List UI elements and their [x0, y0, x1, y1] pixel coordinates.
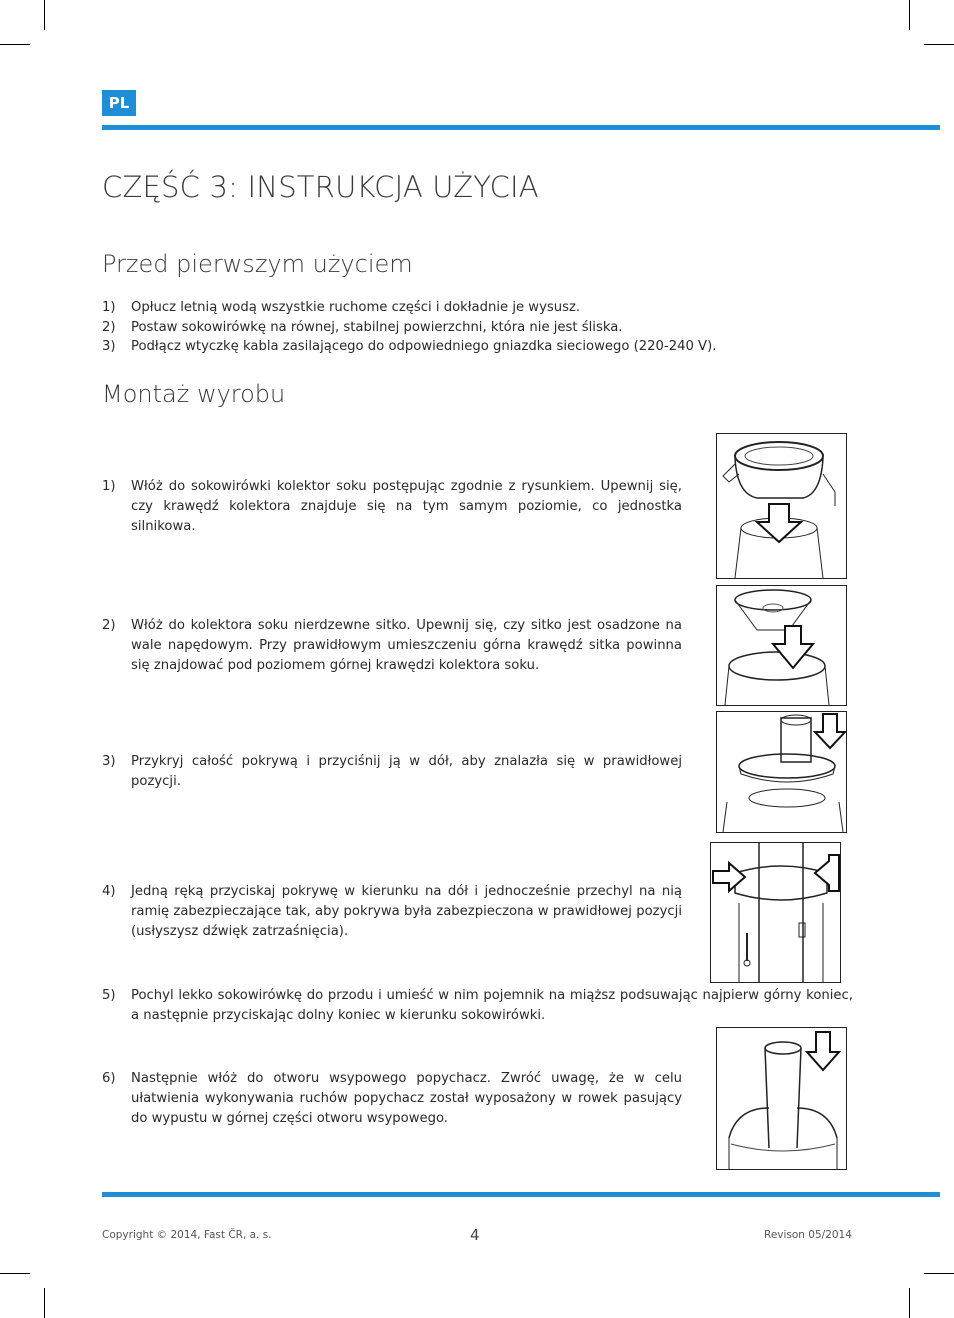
- crop-mark: [0, 1273, 30, 1274]
- language-badge: PL: [102, 90, 136, 116]
- assembly-step-1: 1) Włóż do sokowirówki kolektor soku postępując zgodnie z rysunkiem. Upewnij się, czy krawędź kolektora znajduje się na tym samym poziomie, co jednostka silnikowa.: [102, 479, 682, 534]
- before-first-use-list: [102, 298, 862, 357]
- assembly-step-4: 4) Jedną ręką przyciskaj pokrywę w kierunku na dół i jednocześnie przechyl na nią ramię zabezpieczające tak, aby pokrywa była zabezpieczona w prawidłowej pozycji (usłyszysz dźwięk zatrzaśnięcia).: [102, 884, 682, 939]
- section-title: CZĘŚĆ 3: INSTRUKCJA UŻYCIA: [102, 170, 539, 204]
- crop-mark: [0, 44, 30, 45]
- crop-mark: [44, 1288, 45, 1318]
- illustration-safety-arm: [710, 842, 841, 983]
- heading-assembly: Montaż wyrobu: [102, 380, 286, 408]
- illustration-lid: [716, 711, 847, 833]
- list-item: 2) Postaw sokowirówkę na równej, stabilnej powierzchni, która nie jest śliska.: [102, 319, 623, 335]
- footer-rule: [102, 1192, 940, 1197]
- assembly-step-6: 6) Następnie włóż do otworu wsypowego popychacz. Zwróć uwagę, że w celu ułatwienia wykonywania ruchów popychacz został wyposażony w rowek pasujący do wypustu w górnej części otworu wsypowego.: [102, 1071, 682, 1126]
- crop-mark: [44, 0, 45, 30]
- illustration-juice-collector: [716, 433, 847, 579]
- assembly-step-5: 5) Pochyl lekko sokowirówkę do przodu i umieść w nim pojemnik na miąższ podsuwając najpierw górny koniec, a następnie przyciskając dolny koniec w kierunku sokowirówki.: [102, 988, 853, 1023]
- heading-before-first-use: Przed pierwszym użyciem: [102, 250, 413, 278]
- copyright: Copyright © 2014, Fast ČR, a. s.: [102, 1229, 272, 1241]
- crop-mark: [924, 1273, 954, 1274]
- assembly-step-2: 2) Włóż do kolektora soku nierdzewne sitko. Upewnij się, czy sitko jest osadzone na wale napędowym. Przy prawidłowym umieszczeniu górna krawędź sitka powinna się znajdować pod poziomem górnej krawędzi kolektora soku.: [102, 618, 682, 673]
- revision: Revison 05/2014: [764, 1229, 852, 1241]
- illustration-pusher: [716, 1027, 847, 1170]
- list-item: 1) Opłucz letnią wodą wszystkie ruchome części i dokładnie je wysusz.: [102, 300, 581, 315]
- assembly-step-3: 3) Przykryj całość pokrywą i przyciśnij ją w dół, aby znalazła się w prawidłowej pozycji.: [102, 754, 682, 789]
- header-rule: [102, 125, 940, 130]
- illustration-filter-basket: [716, 585, 847, 706]
- list-item: 3) Podłącz wtyczkę kabla zasilającego do odpowiedniego gniazdka sieciowego (220-240 V).: [102, 339, 717, 354]
- crop-mark: [924, 44, 954, 45]
- page-number: 4: [470, 1226, 480, 1244]
- crop-mark: [909, 0, 910, 30]
- crop-mark: [909, 1288, 910, 1318]
